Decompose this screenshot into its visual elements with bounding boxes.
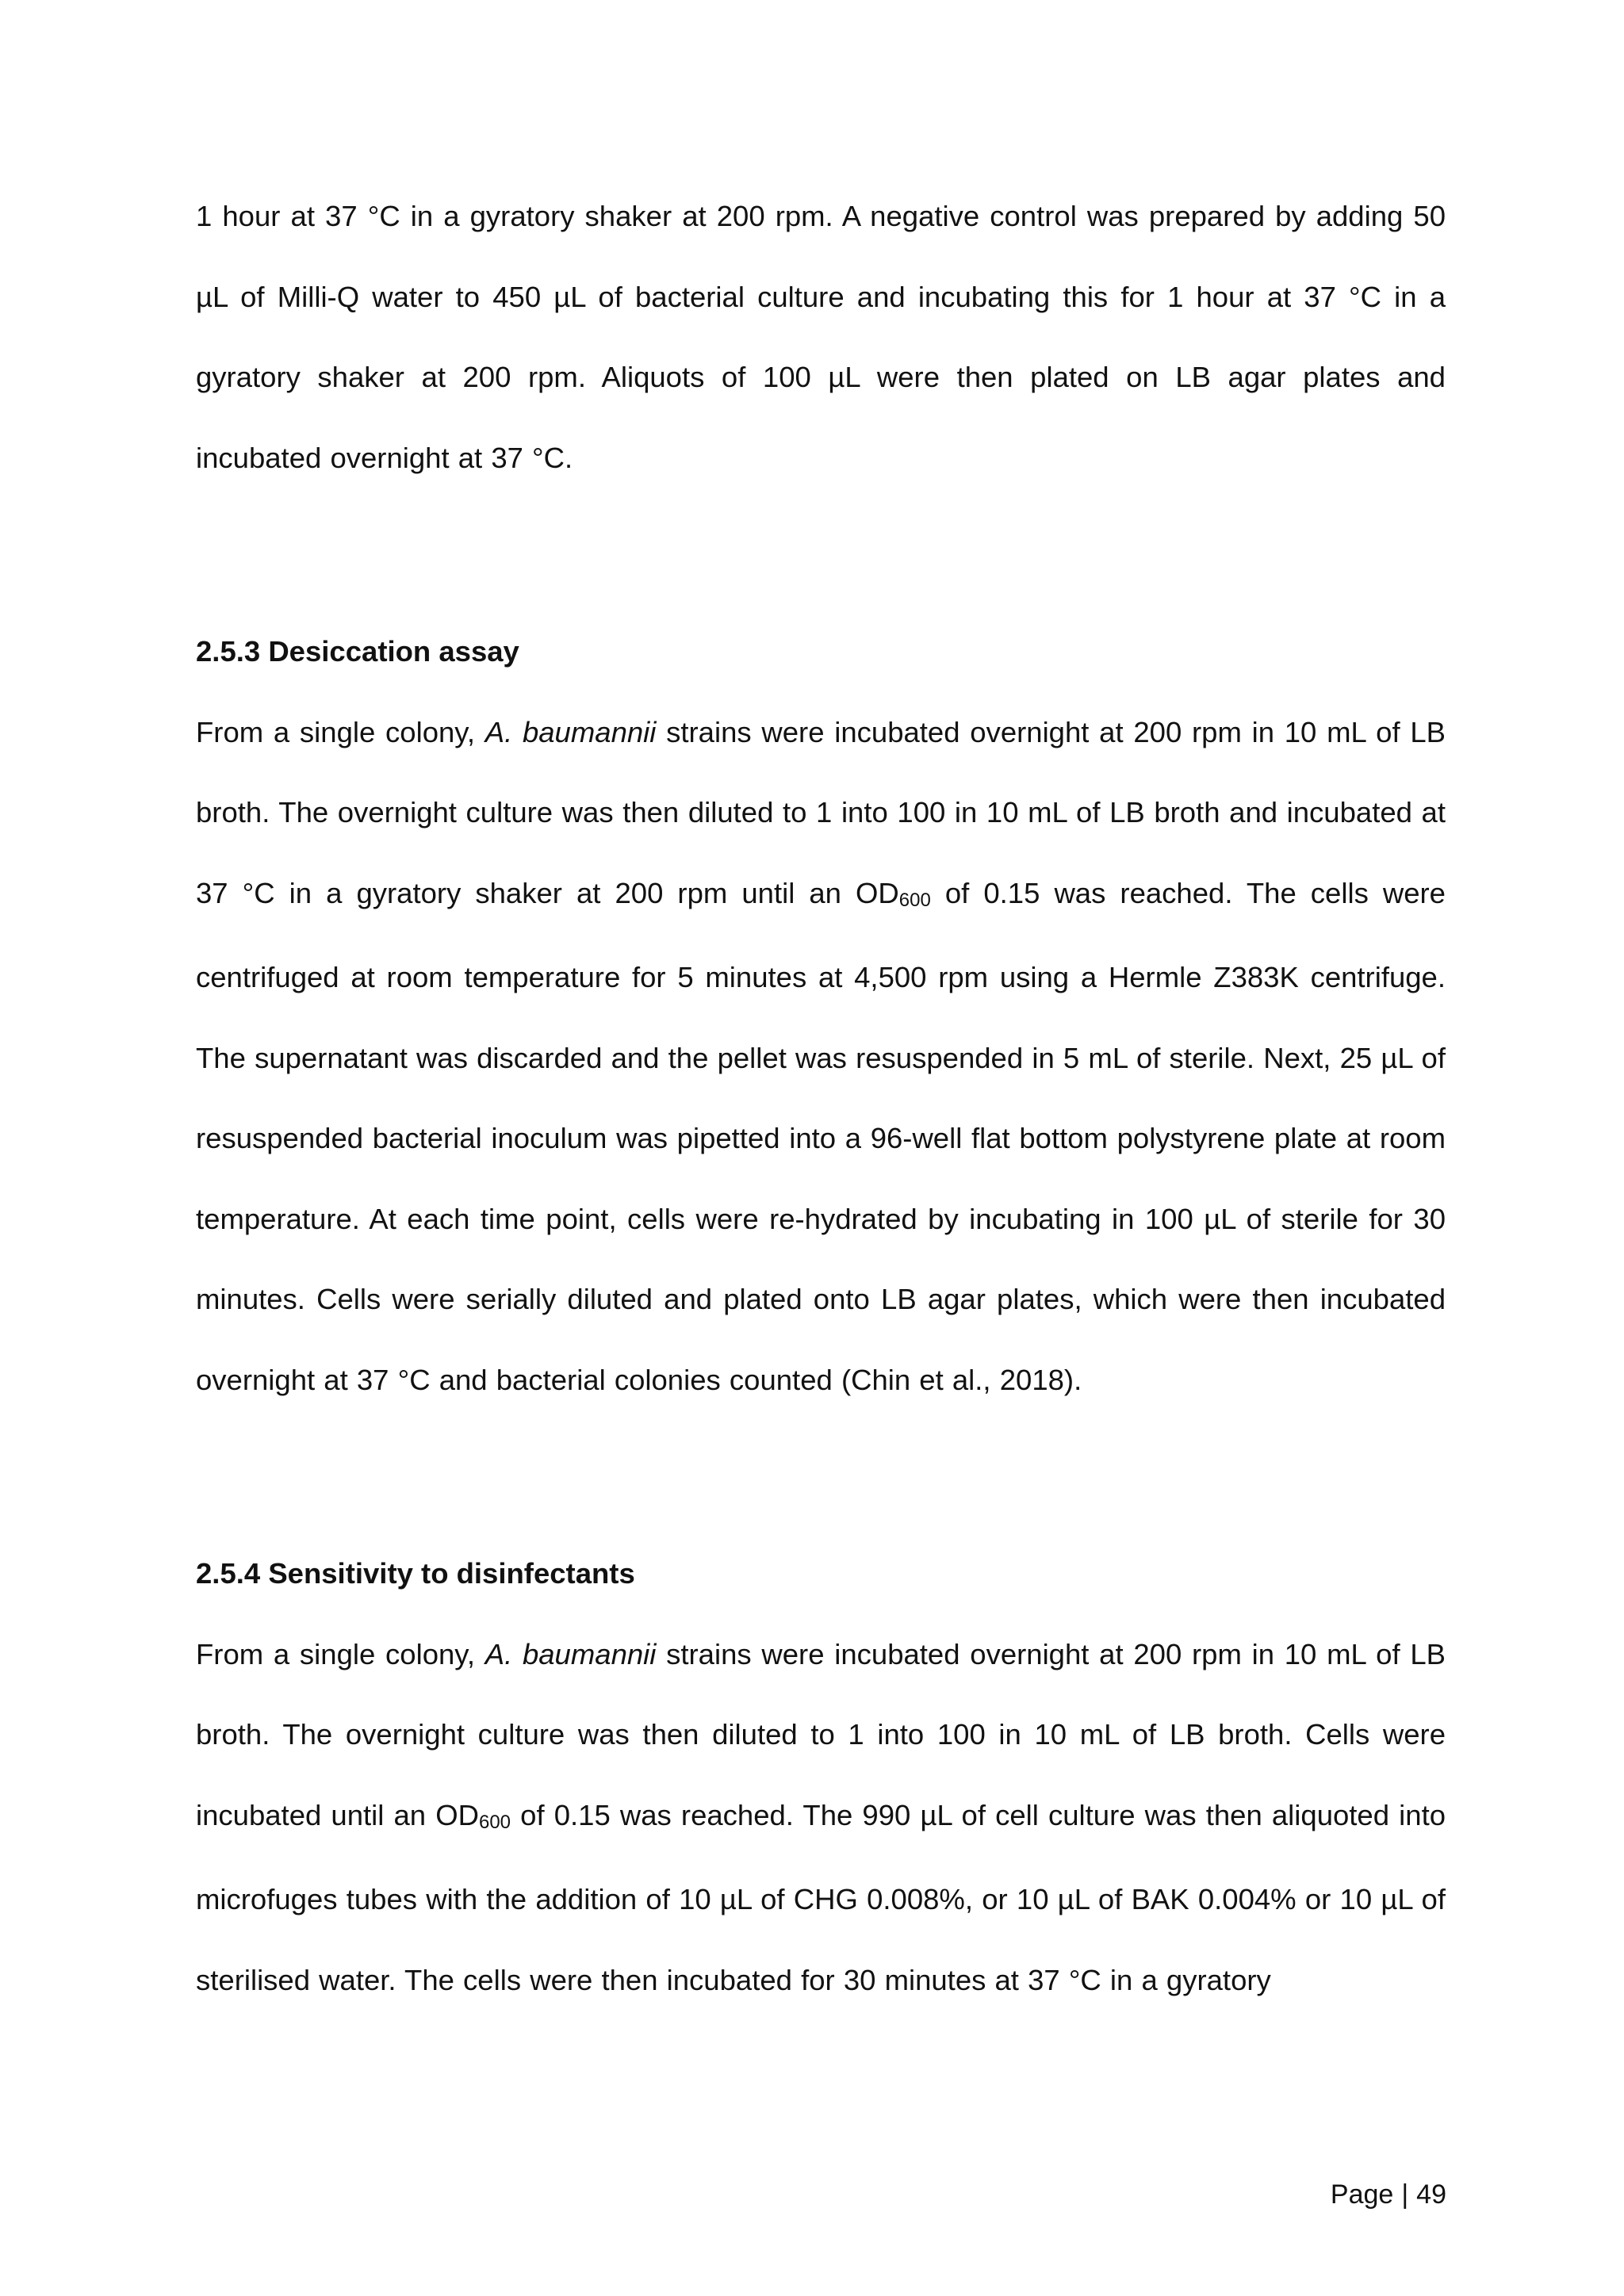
section-heading-sensitivity-to-disinfectants: 2.5.4 Sensitivity to disinfectants — [196, 1557, 635, 1590]
species-name: A. baumannii — [485, 715, 657, 748]
text-run: strains were incubated overnight at 200 rpm in 10 mL of LB broth. The overnight culture was then diluted to 1 into 100 in 10 mL of LB broth and incubated at 37 °C in a gyratory shaker at 200 rpm until an OD — [196, 715, 1446, 909]
text-run: strains were incubated overnight at 200 rpm in 10 mL of LB broth. The overnight culture was then diluted to 1 into 100 in 10 mL of LB broth. Cells were incubated until an OD — [196, 1637, 1446, 1831]
text-run: of 0.15 was reached. The cells were centrifuged at room temperature for 5 minutes at 4,500 rpm using a Hermle Z383K centrifuge. The supernatant was discarded and the pellet was resuspended in 5 mL of sterile. Next, 25 µL of resuspended bacterial inoculum was pipetted into a 96-well flat bottom polystyrene plate at room temperature. At each time point, cells were re-hydrated by incubating in 100 µL of sterile for 30 minutes. Cells were serially diluted and plated onto LB agar plates, which were then incubated overnight at 37 °C and bacterial colonies counted (Chin et al., 2018). — [196, 876, 1446, 1396]
sensitivity-paragraph — [196, 1614, 1446, 2021]
species-name: A. baumannii — [485, 1637, 657, 1670]
subscript: 600 — [478, 1811, 511, 1833]
text-run: From a single colony, — [196, 715, 485, 748]
page-number-footer — [1331, 2175, 1446, 2214]
document-body — [196, 176, 1446, 2020]
page-number: 49 — [1416, 2179, 1446, 2210]
continuation-paragraph: 1 hour at 37 °C in a gyratory shaker at 200 rpm. A negative control was prepared by adding 50 µL of Milli-Q water to 450 µL of bacterial culture and incubating this for 1 hour at 37 °C in a gyratory shaker at 200 rpm. Aliquots of 100 µL were then plated on LB agar plates and incubated overnight at 37 °C. — [196, 200, 1446, 474]
text-run: From a single colony, — [196, 1637, 485, 1670]
text-run: of 0.15 was reached. The 990 µL of cell culture was then aliquoted into microfuges tubes with the addition of 10 µL of CHG 0.008%, or 10 µL of BAK 0.004% or 10 µL of sterilised water. The cells were then incubated for 30 minutes at 37 °C in a gyratory — [196, 1798, 1446, 1996]
page-label: Page — [1330, 2179, 1394, 2210]
section-heading-desiccation-assay: 2.5.3 Desiccation assay — [196, 635, 519, 668]
subscript: 600 — [898, 889, 931, 911]
desiccation-assay-paragraph — [196, 692, 1446, 1421]
page-separator: | — [1401, 2179, 1409, 2210]
